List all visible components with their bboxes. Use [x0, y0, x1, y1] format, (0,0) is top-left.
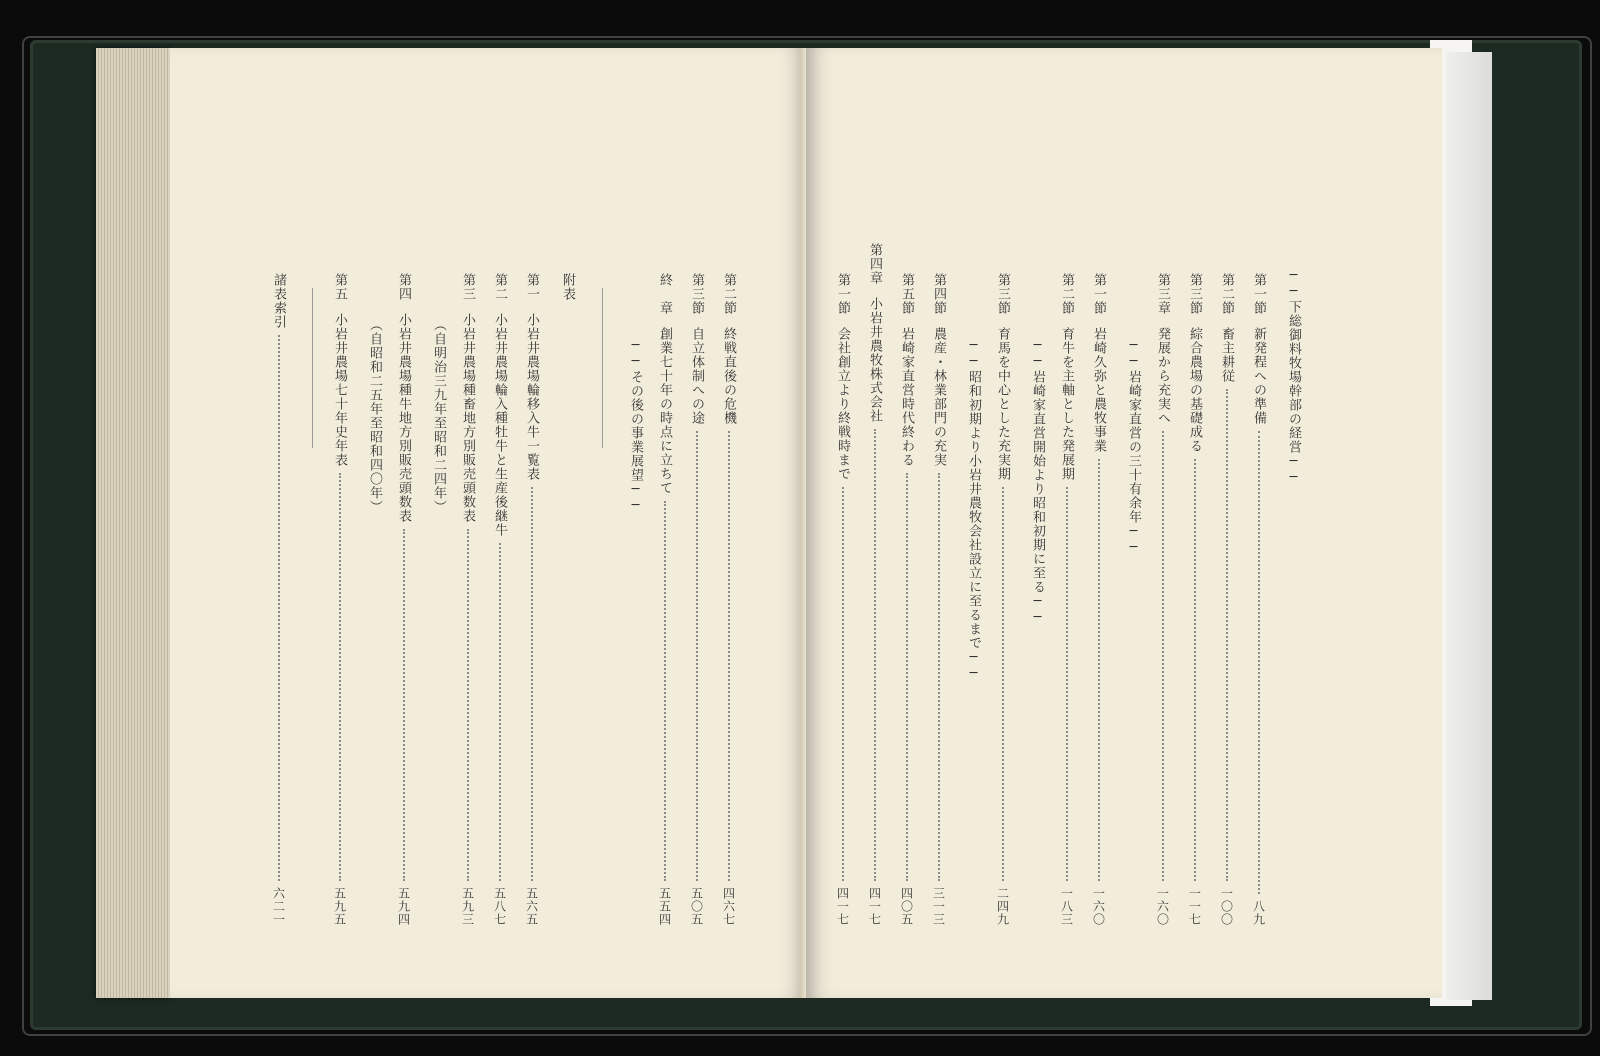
toc-entry[interactable] [492, 273, 507, 926]
entry-page: 五六五 [524, 887, 539, 926]
dot-leader [1066, 487, 1068, 881]
entry-label: 第二節 [721, 273, 736, 315]
entry-page: 三一三 [931, 887, 946, 926]
entry-title: 岩崎家直営時代終わる [899, 327, 914, 467]
chapter-subtitle: ──その後の事業展望── [628, 338, 643, 514]
toc-entry[interactable] [689, 273, 704, 926]
toc-entry[interactable] [1251, 273, 1266, 926]
entry-title: 自立体制への途 [689, 327, 704, 425]
entry-label: 第三節 [995, 273, 1010, 315]
entry-label: 終 章 [657, 273, 672, 315]
entry-title: 岩崎久弥と農牧事業 [1091, 327, 1106, 453]
entry-label: 第一節 [1251, 273, 1266, 315]
entry-title: 育馬を中心とした充実期 [995, 327, 1010, 481]
entry-title: 小岩井農場種牛地方別販売頭数表 [396, 313, 411, 523]
entry-label: 第四 [396, 273, 411, 301]
toc-entry[interactable] [460, 273, 475, 926]
divider-rule [312, 288, 313, 448]
entry-page: 一一七 [1187, 887, 1202, 926]
dot-leader [874, 429, 876, 881]
entry-label: 第三章 [1155, 273, 1170, 315]
toc-entry[interactable] [396, 273, 411, 926]
entry-page: 二四九 [995, 887, 1010, 926]
entry-label: 第二 [492, 273, 507, 301]
dot-leader [1258, 431, 1260, 894]
entry-label: 第一 [524, 273, 539, 301]
dot-leader [696, 431, 698, 881]
entry-label: 第四章 [867, 243, 882, 285]
entry-label: 第三節 [689, 273, 704, 315]
toc-entry[interactable] [1187, 273, 1202, 926]
entry-title: 小岩井農牧株式会社 [867, 297, 882, 423]
appendix-heading: 附表 [560, 273, 575, 301]
entry-page: 五〇五 [689, 887, 704, 926]
right-page [806, 48, 1442, 998]
dot-leader [842, 487, 844, 881]
entry-title: 会社創立より終戦時まで [835, 327, 850, 481]
entry-label: 第二節 [1219, 273, 1234, 315]
entry-label: 第五 [332, 273, 347, 301]
entry-title: 新発程への準備 [1251, 327, 1266, 425]
part-subtitle: ──下総御料牧場幹部の経営── [1286, 268, 1301, 486]
toc-entry[interactable] [835, 273, 850, 926]
entry-page: 五五四 [657, 887, 672, 926]
dot-leader [467, 529, 469, 881]
entry-title: 育牛を主軸とした発展期 [1059, 327, 1074, 481]
entry-page: 四一七 [835, 887, 850, 926]
toc-entry[interactable] [1155, 273, 1170, 926]
table-period: （自昭和二五年至昭和四〇年） [367, 318, 382, 514]
dot-leader [938, 473, 940, 881]
entry-page: 四六七 [721, 887, 736, 926]
entry-page: 五九四 [396, 887, 411, 926]
dot-leader [728, 431, 730, 881]
dot-leader [278, 335, 280, 881]
dot-leader [1162, 431, 1164, 881]
entry-label: 第三 [460, 273, 475, 301]
entry-title: 発展から充実へ [1155, 327, 1170, 425]
entry-label: 第二節 [1059, 273, 1074, 315]
toc-entry[interactable] [995, 273, 1010, 926]
dot-leader [531, 487, 533, 881]
toc-entry[interactable] [1219, 273, 1234, 926]
entry-page: 四一七 [867, 887, 882, 926]
dot-leader [403, 529, 405, 881]
dot-leader [1098, 459, 1100, 881]
entry-title: 小岩井農場輪入種牡牛と生産後継牛 [492, 313, 507, 537]
section-subtitle: ──岩崎家直営開始より昭和初期に至る── [1030, 338, 1045, 626]
entry-page: 八九 [1251, 900, 1266, 926]
toc-entry[interactable] [899, 273, 914, 926]
entry-title: 小岩井農場種畜地方別販売頭数表 [460, 313, 475, 523]
entry-title: 畜主耕従 [1219, 327, 1234, 383]
entry-title: 終戦直後の危機 [721, 327, 736, 425]
dot-leader [499, 543, 501, 881]
page-edges-left [96, 48, 170, 998]
toc-entry[interactable] [1059, 273, 1074, 926]
entry-label: 第四節 [931, 273, 946, 315]
entry-page: 五九五 [332, 887, 347, 926]
entry-title: 小岩井農場七十年史年表 [332, 313, 347, 467]
entry-page: 一〇〇 [1219, 887, 1234, 926]
entry-page: 四〇五 [899, 887, 914, 926]
chapter-subtitle: ──岩崎家直営の三十有余年── [1126, 338, 1141, 556]
toc-entry[interactable] [524, 273, 539, 926]
dot-leader [906, 473, 908, 881]
toc-entry[interactable] [332, 273, 347, 926]
entry-title: 創業七十年の時点に立ちて [657, 327, 672, 495]
toc-entry[interactable] [657, 273, 672, 926]
divider-rule [602, 288, 603, 448]
dot-leader [339, 473, 341, 881]
entry-label: 第一節 [1091, 273, 1106, 315]
dot-leader [664, 501, 666, 881]
section-subtitle: ──昭和初期より小岩井農牧会社設立に至るまで── [966, 338, 981, 682]
entry-page: 一六〇 [1155, 887, 1170, 926]
toc-entry[interactable] [721, 273, 736, 926]
table-period: （自明治三九年至昭和二四年） [431, 318, 446, 514]
entry-page: 五八七 [492, 887, 507, 926]
entry-title: 諸表索引 [271, 273, 286, 329]
entry-page: 六二一 [271, 887, 286, 926]
dot-leader [1002, 487, 1004, 881]
entry-page: 一六〇 [1091, 887, 1106, 926]
entry-title: 農産・林業部門の充実 [931, 327, 946, 467]
page-edges-right [1446, 52, 1492, 1000]
entry-label: 第一節 [835, 273, 850, 315]
entry-title: 綜合農場の基礎成る [1187, 327, 1202, 453]
entry-title: 小岩井農場輪移入牛一覧表 [524, 313, 539, 481]
entry-label: 第五節 [899, 273, 914, 315]
entry-label: 第三節 [1187, 273, 1202, 315]
toc-entry[interactable] [867, 243, 882, 926]
left-page [170, 48, 806, 998]
toc-entry[interactable] [931, 273, 946, 926]
toc-entry[interactable] [1091, 273, 1106, 926]
dot-leader [1194, 459, 1196, 881]
entry-page: 五九三 [460, 887, 475, 926]
toc-entry[interactable] [271, 273, 286, 926]
dot-leader [1226, 389, 1228, 881]
entry-page: 一八三 [1059, 887, 1074, 926]
